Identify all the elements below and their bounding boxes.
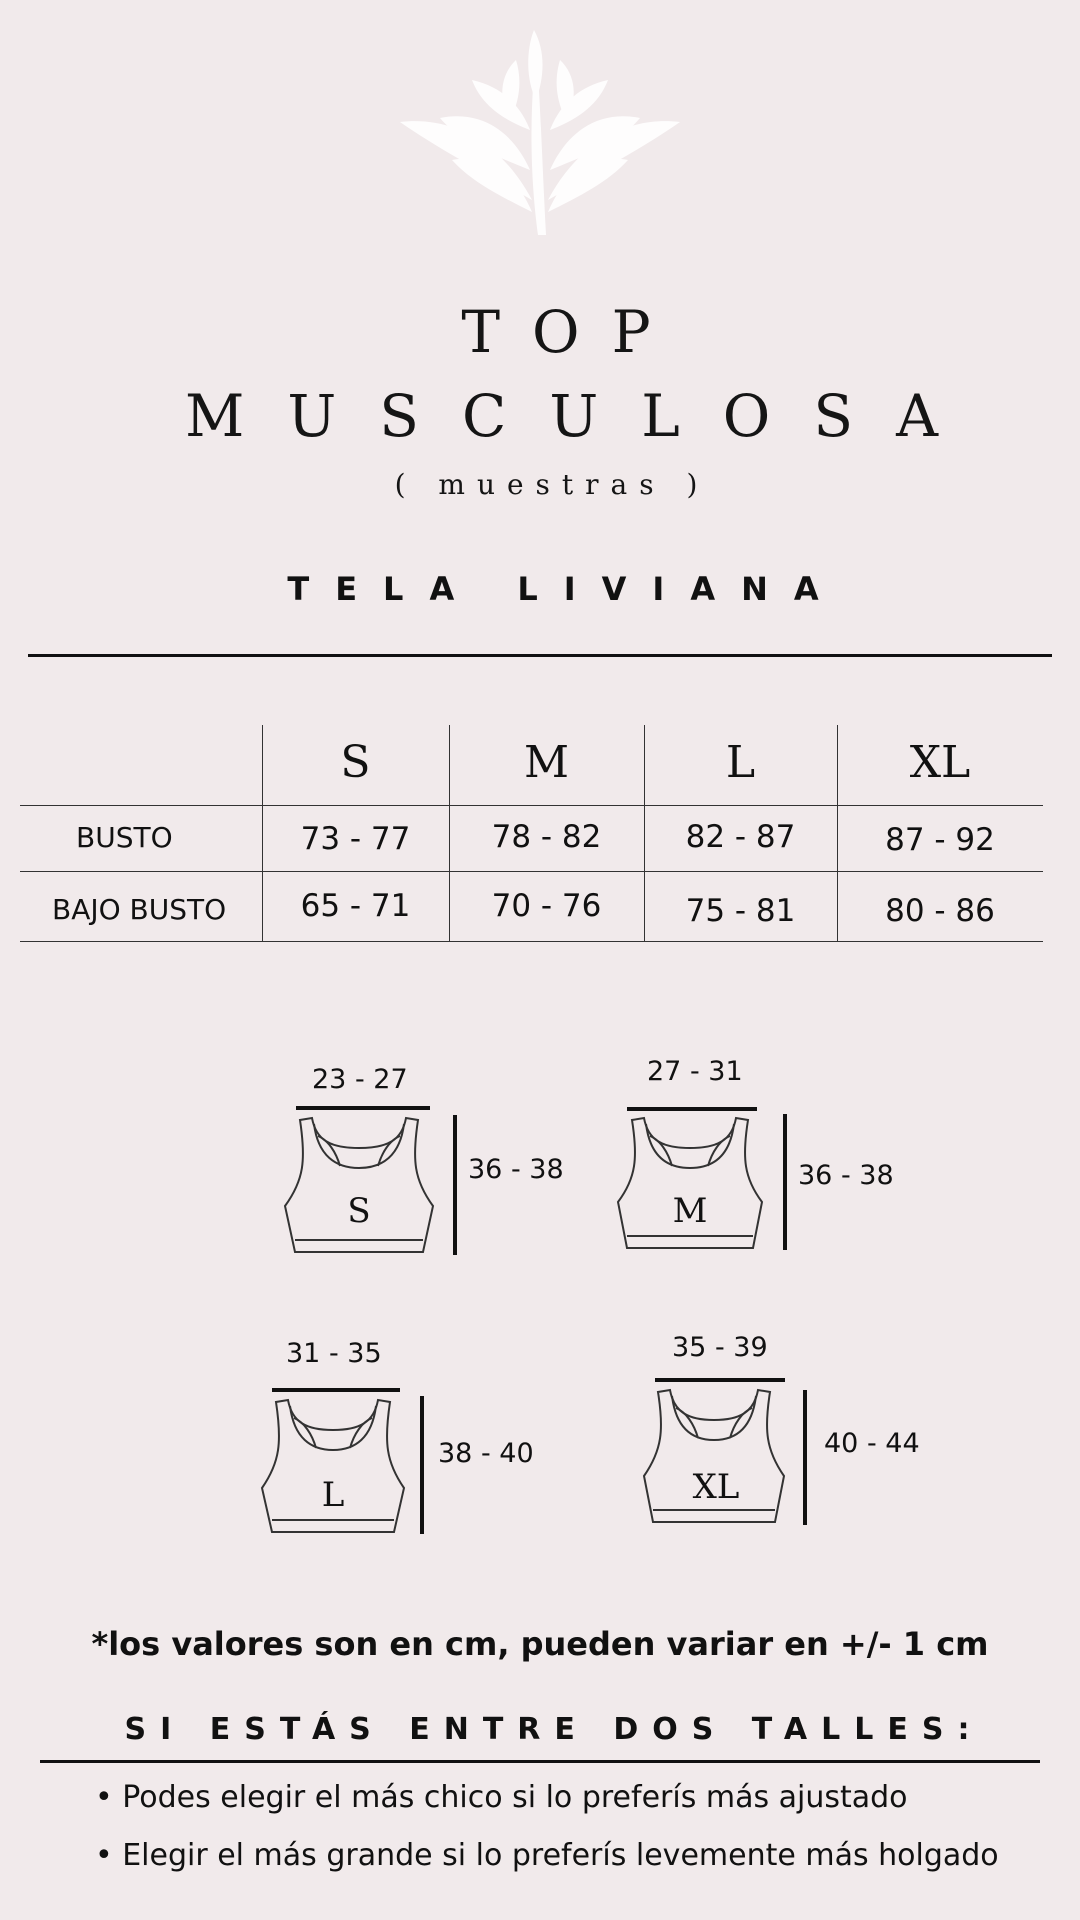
- row-label-bajo-busto: BAJO BUSTO: [52, 893, 227, 926]
- fabric-heading: TELA LIVIANA: [287, 570, 845, 608]
- sports-top-icon: [615, 1052, 945, 1262]
- height-label: 36 - 38: [468, 1154, 564, 1185]
- figure-size-letter: S: [347, 1191, 371, 1231]
- table-cell: 87 - 92: [885, 822, 995, 858]
- figure-size-letter: L: [321, 1475, 345, 1515]
- width-label: 35 - 39: [672, 1332, 768, 1363]
- width-label: 31 - 35: [286, 1338, 382, 1369]
- title-musculosa: MUSCULOSA: [185, 382, 981, 450]
- size-figure-m: [615, 1052, 945, 1262]
- size-figure-l: [258, 1338, 588, 1538]
- size-figure-xl: [640, 1330, 970, 1530]
- tip-item: • Elegir el más grande si lo preferís levemente más holgado: [95, 1838, 999, 1873]
- size-header-s: S: [340, 737, 371, 788]
- row-label-busto: BUSTO: [76, 821, 173, 854]
- table-divider: [20, 805, 1043, 806]
- table-divider: [20, 941, 1043, 942]
- width-label: 23 - 27: [312, 1064, 408, 1095]
- size-table: [20, 725, 1043, 942]
- width-label: 27 - 31: [647, 1056, 743, 1087]
- table-divider: [20, 871, 1043, 872]
- brand-leaf-logo-icon: [400, 20, 680, 245]
- sports-top-icon: [258, 1338, 588, 1538]
- sports-top-icon: [640, 1330, 970, 1530]
- divider-line: [28, 654, 1052, 657]
- height-label: 40 - 44: [824, 1428, 920, 1459]
- height-label: 36 - 38: [798, 1160, 894, 1191]
- size-header-l: L: [725, 737, 756, 788]
- between-sizes-heading: SI ESTÁS ENTRE DOS TALLES:: [124, 1712, 984, 1747]
- figure-size-letter: M: [672, 1191, 708, 1231]
- table-cell: 73 - 77: [300, 821, 411, 857]
- tip-item: • Podes elegir el más chico si lo preferís más ajustado: [95, 1780, 908, 1815]
- size-figure-s: [280, 1060, 610, 1260]
- figure-size-letter: XL: [692, 1467, 740, 1507]
- height-label: 38 - 40: [438, 1438, 534, 1469]
- size-header-xl: XL: [909, 737, 971, 788]
- divider-line: [40, 1760, 1040, 1763]
- table-cell: 78 - 82: [491, 819, 602, 855]
- title-top: TOP: [461, 298, 683, 366]
- subtitle-muestras: ( muestras ): [394, 468, 710, 501]
- table-cell: 82 - 87: [685, 819, 796, 855]
- measurement-note: *los valores son en cm, pueden variar en +/- 1 cm: [91, 1625, 989, 1663]
- table-cell: 80 - 86: [885, 893, 995, 929]
- table-cell: 75 - 81: [685, 893, 796, 929]
- table-cell: 65 - 71: [300, 888, 411, 924]
- table-cell: 70 - 76: [491, 888, 602, 924]
- size-header-m: M: [523, 737, 570, 788]
